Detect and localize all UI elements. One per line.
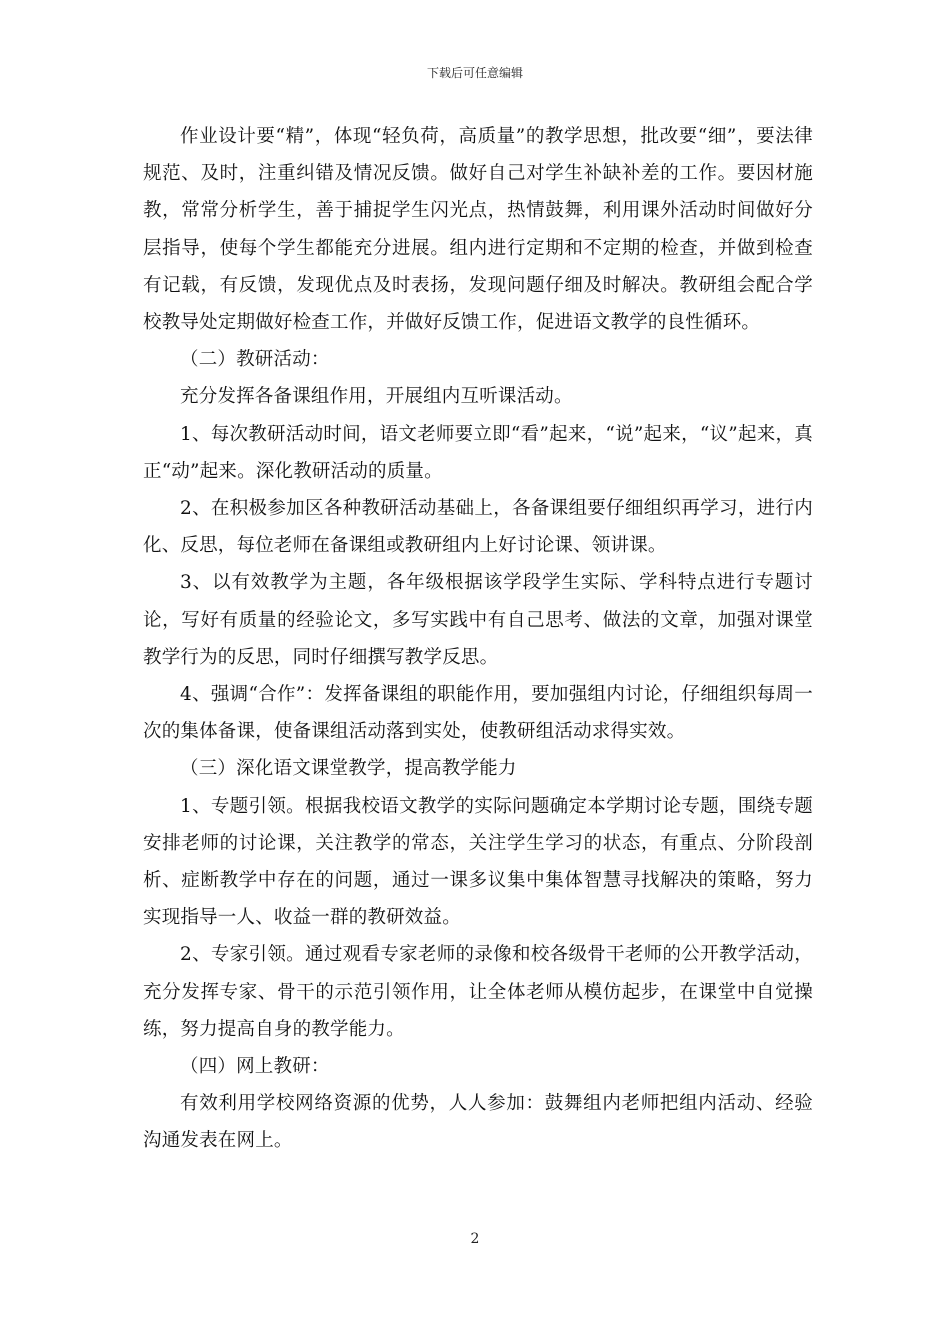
- paragraph: 1、每次教研活动时间，语文老师要立即“看”起来，“说”起来，“议”起来，真正“动”起来。深化教研活动的质量。: [143, 423, 813, 482]
- paragraph: 2、专家引领。通过观看专家老师的录像和校各级骨干老师的公开教学活动，充分发挥专家、骨干的示范引领作用，让全体老师从模仿起步，在课堂中自觉操练，努力提高自身的教学能力。: [143, 944, 813, 1040]
- paragraph: 充分发挥各备课组作用，开展组内互听课活动。: [180, 386, 573, 408]
- page-number: 2: [470, 1231, 480, 1247]
- paragraph-homework-design: 作业设计要“精”，体现“轻负荷，高质量”的教学思想，批改要“细”，要法律规范、及时，注重纠错及情况反馈。做好自己对学生补缺补差的工作。要因材施教，常常分析学生，善于捕捉学生闪光点，热情鼓舞，利用课外活动时间做好分层指导，使每个学生都能充分进展。组内进行定期和不定期的检查，并做到检查有记载，有反馈，发现优点及时表扬，发现问题仔细及时解决。教研组会配合学校教导处定期做好检查工作，并做好反馈工作，促进语文教学的良性循环。: [143, 126, 813, 334]
- section-heading-online-research: （四）网上教研：: [180, 1056, 330, 1078]
- header-note: 下载后可任意编辑: [426, 66, 523, 80]
- paragraph: 4、强调“合作”：发挥备课组的职能作用，要加强组内讨论，仔细组织每周一次的集体备课，使备课组活动落到实处，使教研组活动求得实效。: [143, 684, 813, 743]
- paragraph: 1、专题引领。根据我校语文教学的实际问题确定本学期讨论专题，围绕专题安排老师的讨论课，关注教学的常态，关注学生学习的状态，有重点、分阶段剖析、症断教学中存在的问题，通过一课多议集中集体智慧寻找解决的策略，努力实现指导一人、收益一群的教研效益。: [143, 795, 813, 929]
- paragraph: 有效利用学校网络资源的优势，人人参加：鼓舞组内老师把组内活动、经验沟通发表在网上。: [143, 1093, 813, 1152]
- paragraph: 2、在积极参加区各种教研活动基础上，各备课组要仔细组织再学习，进行内化、反思，每位老师在备课组或教研组内上好讨论课、领讲课。: [143, 498, 813, 557]
- body-text: [143, 118, 813, 1160]
- section-heading-classroom-teaching: （三）深化语文课堂教学，提高教学能力: [180, 758, 517, 780]
- section-heading-research-activities: （二）教研活动：: [180, 349, 330, 371]
- paragraph: 3、以有效教学为主题，各年级根据该学段学生实际、学科特点进行专题讨论，写好有质量的经验论文，多写实践中有自己思考、做法的文章，加强对课堂教学行为的反思，同时仔细撰写教学反思。: [143, 572, 813, 668]
